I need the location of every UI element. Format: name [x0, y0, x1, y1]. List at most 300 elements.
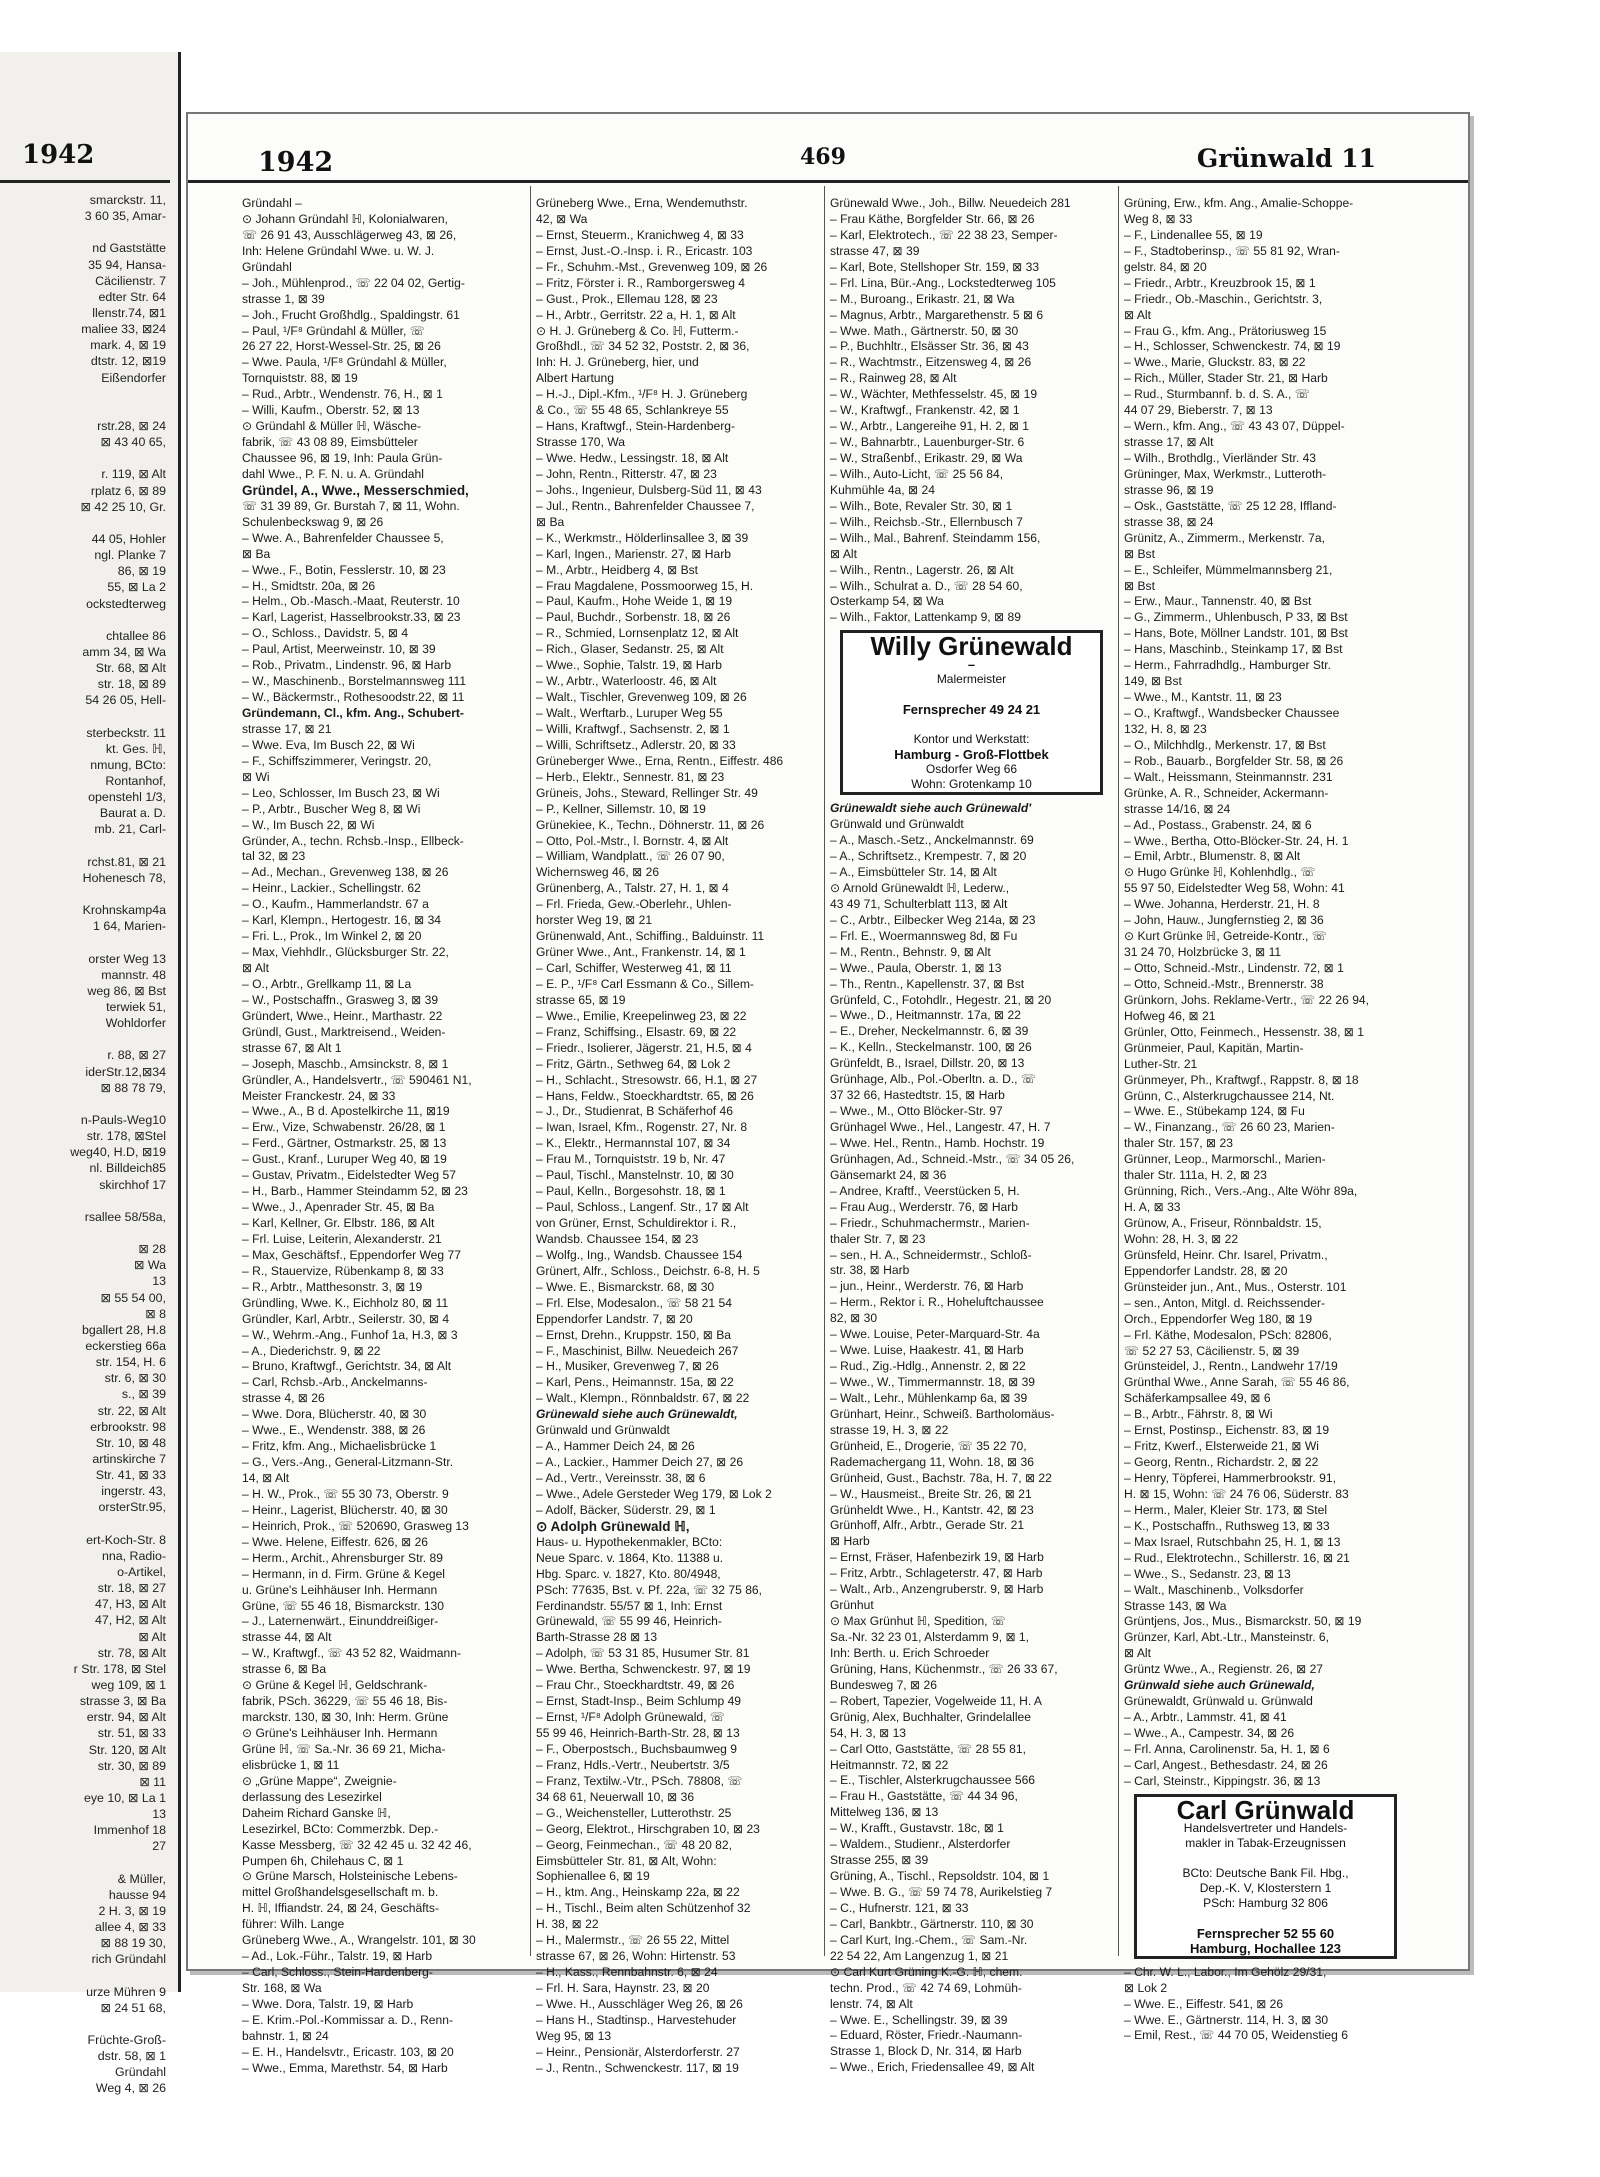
directory-entry-line: – W., Straßenbf., Erikastr. 29, ⊠ Wa: [830, 451, 1023, 465]
previous-page-line: ⊠ 88 78 79,: [100, 1080, 166, 1095]
directory-entry-line: – Willi, Kaufm., Oberstr. 52, ⊠ 13: [242, 403, 420, 418]
directory-entry-line: – A., Arbtr., Lammstr. 41, ⊠ 41: [1124, 1710, 1287, 1725]
directory-entry-line: – G., Vers.-Ang., General-Litzmann-Str.: [242, 1455, 454, 1470]
directory-entry-line: – Frl. Käthe, Modesalon, PSch: 82806,: [1124, 1327, 1332, 1342]
directory-entry-line: Strasse 143, ⊠ Wa: [1124, 1598, 1227, 1613]
directory-entry-line: Grüner Wwe., Ant., Frankenstr. 14, ⊠ 1: [536, 945, 746, 960]
directory-entry-line: Grünner, Leop., Marmorschl., Marien-: [1124, 1152, 1326, 1167]
directory-entry-line: Grünhut: [830, 1598, 874, 1613]
directory-entry-line: strasse 67, ⊠ Alt 1: [242, 1040, 342, 1055]
previous-page-line: Wohldorfer: [105, 1016, 166, 1031]
directory-entry-line: – H., Arbtr., Gerritstr. 22 a, H. 1, ⊠ Alt: [536, 307, 736, 322]
previous-page-line: Baurat a. D.: [99, 806, 166, 821]
advertisement-title: Carl Grünwald: [1176, 1794, 1355, 1825]
directory-entry-line: – R., Stauervize, Rübenkamp 8, ⊠ 33: [242, 1263, 444, 1278]
directory-entry-line: – W., Kraftwgf., ☏ 43 52 82, Waidmann-: [242, 1646, 462, 1661]
directory-entry-line: – Wwe. Dora, Blücherstr. 40, ⊠ 30: [242, 1407, 427, 1422]
directory-entry-line: Gründert, Wwe., Heinr., Marthastr. 22: [242, 1008, 443, 1023]
directory-entry-line: – Herm., Rektor i. R., Hoheluftchaussee: [830, 1295, 1044, 1310]
directory-entry-line: – Wwe. E., Gärtnerstr. 114, H. 3, ⊠ 30: [1124, 2012, 1329, 2027]
previous-page-line: ockstedterweg: [86, 596, 166, 611]
directory-entry-line: – Ad., Mechan., Grevenweg 138, ⊠ 26: [242, 865, 449, 880]
directory-entry-line: – Frau M., Tornquiststr. 19 b, Nr. 47: [536, 1152, 726, 1167]
directory-entry-line: 42, ⊠ Wa: [536, 211, 588, 226]
directory-entry-line: ⊙ H. J. Grüneberg & Co. ℍ, Futterm.-: [536, 323, 739, 338]
directory-entry-line: 34 68 61, Neuerwall 10, ⊠ 36: [536, 1789, 695, 1804]
directory-entry-line: – Frl. Lina, Bür.-Ang., Lockstedterweg 105: [830, 275, 1056, 290]
directory-entry-line: – Carl, Rchsb.-Arb., Anckelmanns-: [242, 1375, 428, 1390]
directory-entry-line: ⊙ Carl Kurt Grüning K.-G. ℍ, chem.: [830, 1964, 1023, 1979]
previous-page-line: 13: [152, 1274, 166, 1289]
directory-entry-line: – H., ktm. Ang., Heinskamp 22a, ⊠ 22: [536, 1885, 740, 1900]
previous-page-line: rstr.28, ⊠ 24: [97, 418, 166, 433]
previous-page-line: [0, 386, 172, 402]
directory-entry-line: Grünheid, Gust., Bachstr. 78a, H. 7, ⊠ 22: [830, 1470, 1052, 1485]
directory-entry-line: strasse 38, ⊠ 24: [1124, 514, 1214, 529]
directory-entry-line: – Ernst, Steuerm., Kranichweg 4, ⊠ 33: [536, 227, 744, 242]
directory-entry-line: ⊠ Alt: [242, 961, 269, 975]
directory-entry-line: mittel Großhandelsgesellschaft m. b.: [242, 1885, 439, 1900]
previous-page-line: str. 18, ⊠ 27: [97, 1581, 166, 1596]
directory-entry-line: – Hans, Maschinb., Steinkamp 17, ⊠ Bst: [1124, 642, 1343, 657]
directory-entry-line: – Wwe., M., Kantstr. 11, ⊠ 23: [1124, 690, 1282, 705]
directory-entry-line: strasse 6, ⊠ Ba: [242, 1662, 327, 1677]
directory-entry-line: – Frl. Luise, Leiterin, Alexanderstr. 21: [242, 1231, 442, 1246]
previous-page-line: r. 88, ⊠ 27: [107, 1048, 166, 1063]
previous-page-line: weg 86, ⊠ Bst: [87, 983, 166, 998]
directory-entry-line: – Frau Chr., Stoeckhardtstr. 49, ⊠ 26: [536, 1678, 735, 1693]
directory-entry-line: – Robert, Tapezier, Vogelweide 11, H. A: [830, 1693, 1042, 1708]
column-2: [536, 196, 819, 2077]
previous-page-line: Str. 41, ⊠ 33: [95, 1468, 166, 1483]
directory-entry-line: – Frau Käthe, Borgfelder Str. 66, ⊠ 26: [830, 211, 1035, 226]
directory-entry-line: marckstr. 130, ⊠ 30, Inh: Herm. Grüne: [242, 1710, 449, 1725]
directory-entry-line: 14, ⊠ Alt: [242, 1471, 290, 1485]
previous-page-line: orsterStr.95,: [98, 1500, 166, 1515]
directory-entry-line: ⊠ Ba: [242, 546, 271, 561]
directory-entry-line: – R., Wachtmstr., Eitzensweg 4, ⊠ 26: [830, 355, 1032, 370]
previous-page-line: o-Artikel,: [117, 1564, 166, 1579]
previous-page-line: artinskirche 7: [92, 1451, 166, 1466]
directory-entry-line: Bundesweg 7, ⊠ 26: [830, 1677, 937, 1692]
previous-page-line: 86, ⊠ 19: [117, 564, 166, 579]
directory-entry-line: – Rich., Müller, Stader Str. 21, ⊠ Harb: [1124, 371, 1328, 386]
directory-entry-line: – Paul, Buchdr., Sorbenstr. 18, ⊠ 26: [536, 610, 731, 625]
previous-page-line: [0, 515, 172, 531]
previous-page-line: eye 10, ⊠ La 1: [83, 1790, 166, 1805]
directory-entry-line: thaler Str. 157, ⊠ 23: [1124, 1136, 1233, 1151]
previous-page-line: [0, 1854, 172, 1870]
directory-entry-line: Grünkorn, Johs. Reklame-Vertr., ☏ 22 26 94,: [1124, 992, 1370, 1007]
directory-entry-line: strasse 96, ⊠ 19: [1124, 482, 1214, 497]
directory-entry-line: – Hans H., Stadtinsp., Harvestehuder: [536, 2012, 737, 2027]
advertisement-line: Handelsvertreter und Handels-: [1183, 1820, 1348, 1835]
directory-entry-line: – Ernst, Fräser, Hafenbezirk 19, ⊠ Harb: [830, 1550, 1044, 1565]
directory-entry-line: – Erw., Vize, Schwabenstr. 26/28, ⊠ 1: [242, 1120, 446, 1135]
directory-entry-line: Hofweg 46, ⊠ 21: [1124, 1008, 1216, 1023]
directory-entry-line: Grünthal Wwe., Anne Sarah, ☏ 55 46 86,: [1124, 1375, 1350, 1390]
previous-page-line: [0, 2016, 172, 2032]
header-rule: [188, 180, 1468, 183]
directory-entry-line: Grünig, Alex, Buchhalter, Grindelallee: [830, 1709, 1032, 1724]
directory-entry-line: – Osk., Gaststätte, ☏ 25 12 28, Iffland-: [1124, 498, 1337, 513]
directory-entry-line: – Carl, Schiffer, Westerweg 41, ⊠ 11: [536, 961, 732, 975]
directory-entry-line: – Walt., Werftarb., Luruper Weg 55: [536, 706, 723, 720]
previous-page-line: ⊠ 43 40 65,: [100, 435, 166, 450]
directory-entry-line: – Carl Kurt, Ing.-Chem., ☏ Sam.-Nr.: [830, 1932, 1028, 1947]
directory-entry-line: – Wwe. Dora, Talstr. 19, ⊠ Harb: [242, 1996, 414, 2011]
previous-page-line: Immenhof 18: [93, 1823, 166, 1838]
previous-page-line: mannstr. 48: [101, 967, 166, 982]
directory-entry-line: – P., Kellner, Sillemstr. 10, ⊠ 19: [536, 801, 706, 816]
directory-entry-line: – Wwe. A., Bahrenfelder Chaussee 5,: [242, 530, 444, 545]
advertisement-line: Malermeister: [936, 672, 1007, 687]
directory-entry-line: – Joh., Mühlenprod., ☏ 22 04 02, Gertig-: [242, 275, 465, 290]
directory-entry-line: Hbg. Sparc. v. 1827, Kto. 80/4948,: [536, 1566, 721, 1581]
directory-entry-line: – H., Musiker, Grevenweg 7, ⊠ 26: [536, 1359, 719, 1374]
directory-entry-line: – William, Wandplatt., ☏ 26 07 90,: [536, 849, 725, 864]
directory-entry-line: – Wilh., Schulrat a. D., ☏ 28 54 60,: [830, 578, 1023, 593]
previous-page-line: str. 51, ⊠ 33: [97, 1726, 166, 1741]
directory-entry-line: – Fritz, Gärtn., Sethweg 64, ⊠ Lok 2: [536, 1056, 731, 1071]
directory-entry-line: – O., Milchhdlg., Merkenstr. 17, ⊠ Bst: [1124, 737, 1326, 752]
directory-entry-line: – Frau Magdalene, Possmoorweg 15, H.: [536, 578, 754, 593]
directory-entry-line: – Wwe., W., Timmermannstr. 18, ⊠ 39: [830, 1375, 1036, 1390]
directory-entry-line: 132, H. 8, ⊠ 23: [1124, 721, 1207, 736]
directory-entry-line: – Eduard, Röster, Friedr.-Naumann-: [830, 2028, 1023, 2043]
directory-entry-line: – W., Postschaffn., Grasweg 3, ⊠ 39: [242, 992, 439, 1007]
advertisement-line: [843, 687, 1100, 702]
directory-entry-line: – Friedr., Arbtr., Kreuzbrook 15, ⊠ 1: [1124, 275, 1316, 290]
directory-entry-line: – Franz, Schiffsing., Elsastr. 69, ⊠ 22: [536, 1024, 737, 1039]
directory-entry-line: – Wwe., Adele Gersteder Weg 179, ⊠ Lok 2: [536, 1486, 772, 1501]
directory-entry-line: – Walt., Heissmann, Steinmannstr. 231: [1124, 769, 1333, 784]
directory-entry-line: Grünewaldt siehe auch Grünewald': [830, 801, 1032, 816]
directory-entry-line: ⊙ Gründahl & Müller ℍ, Wäsche-: [242, 419, 422, 434]
directory-entry-line: – Herm., Archit., Ahrensburger Str. 89: [242, 1550, 443, 1565]
previous-page-line: [0, 1031, 172, 1047]
previous-page-line: smarckstr. 11,: [89, 193, 166, 207]
directory-entry-line: Osterkamp 54, ⊠ Wa: [830, 594, 944, 609]
previous-page-line: 27: [152, 1839, 166, 1854]
directory-entry-line: tal 32, ⊠ 23: [242, 849, 306, 864]
directory-entry-line: Sophienallee 6, ⊠ 19: [536, 1869, 650, 1884]
previous-page-line: 47, H3, ⊠ Alt: [95, 1597, 166, 1612]
directory-entry-line: – W., Im Busch 22, ⊠ Wi: [242, 817, 375, 832]
directory-entry-line: Großhdl., ☏ 34 52 32, Poststr. 2, ⊠ 36,: [536, 339, 750, 354]
directory-entry-line: – Wwe. Luise, Haakestr. 41, ⊠ Harb: [830, 1343, 1024, 1358]
directory-entry-line: Grünow, A., Friseur, Rönnbaldstr. 15,: [1124, 1216, 1322, 1230]
directory-entry-line: Eppendorfer Landstr. 28, ⊠ 20: [1124, 1263, 1288, 1278]
directory-entry-line: – Frl. H. Sara, Haynstr. 23, ⊠ 20: [536, 1981, 710, 1995]
directory-entry-line: – Willi, Schriftsetz., Adlerstr. 20, ⊠ 33: [536, 737, 736, 752]
directory-entry-line: – Wern., kfm. Ang., ☏ 43 43 07, Düppel-: [1124, 419, 1345, 434]
directory-entry-line: Grünekiee, K., Techn., Döhnerstr. 11, ⊠ 26: [536, 817, 765, 832]
directory-entry-line: Grünsteider jun., Ant., Mus., Osterstr. 101: [1124, 1279, 1347, 1294]
directory-entry-line: ⊙ Max Grünhut ℍ, Spedition, ☏: [830, 1614, 1007, 1629]
directory-entry-line: 55 97 50, Eidelstedter Weg 58, Wohn: 41: [1124, 881, 1345, 896]
directory-entry-line: – A., Eimsbütteler Str. 14, ⊠ Alt: [830, 865, 997, 880]
directory-entry-line: – K., Kelln., Steckelmanstr. 100, ⊠ 26: [830, 1040, 1032, 1055]
previous-page-line: ⊠ 88 19 30,: [100, 1936, 166, 1951]
directory-entry-line: – A., Diederichstr. 9, ⊠ 22: [242, 1343, 381, 1358]
directory-entry-line: – H. W., Prok., ☏ 55 30 73, Oberstr. 9: [242, 1486, 449, 1501]
directory-entry-line: – Rud., Arbtr., Wendenstr. 76, H., ⊠ 1: [242, 387, 443, 402]
directory-entry-line: Rademachergang 11, Wohn. 18, ⊠ 36: [830, 1454, 1034, 1469]
previous-page-line: n-Pauls-Weg10: [80, 1113, 166, 1128]
directory-entry-line: – F., Oberpostsch., Buchsbaumweg 9: [536, 1741, 737, 1756]
directory-entry-line: – Carl, Schloss., Stein-Hardenberg-: [242, 1965, 433, 1980]
previous-page-line: ⊠ 11: [139, 1774, 166, 1789]
previous-page-line: rsallee 58/58a,: [84, 1209, 166, 1224]
directory-entry-line: Grünning, Rich., Vers.-Ang., Alte Wöhr 89a,: [1124, 1184, 1358, 1199]
directory-entry-line: Grüntjens, Jos., Mus., Bismarckstr. 50, ⊠ 19: [1124, 1614, 1362, 1629]
previous-page-line: str. 30, ⊠ 89: [97, 1758, 166, 1773]
previous-page-line: 44 05, Hohler: [91, 531, 166, 546]
directory-entry-line: – F., Maschinist, Billw. Neuedeich 267: [536, 1343, 739, 1358]
directory-entry-line: – Friedr., Isolierer, Jägerstr. 21, H.5, ⊠ 4: [536, 1040, 752, 1055]
directory-entry-line: – Wwe. H., Ausschläger Weg 26, ⊠ 26: [536, 1996, 743, 2011]
directory-entry-line: fabrik, ☏ 43 08 89, Eimsbütteler: [242, 435, 418, 450]
directory-entry-line: 55 99 46, Heinrich-Barth-Str. 28, ⊠ 13: [536, 1726, 740, 1740]
directory-entry-line: – Johs., Ingenieur, Dulsberg-Süd 11, ⊠ 43: [536, 482, 762, 497]
directory-entry-line: – Paul, Tischl., Manstelnstr. 10, ⊠ 30: [536, 1168, 734, 1183]
directory-entry-line: – Wwe. Bertha, Schwenckestr. 97, ⊠ 19: [536, 1662, 751, 1677]
directory-entry-line: – Chr. W. L., Labor., Im Gehölz 29/31,: [1124, 1964, 1327, 1979]
directory-entry-line: – Herb., Elektr., Sennestr. 81, ⊠ 23: [536, 769, 725, 784]
directory-entry-line: – Emil, Rest., ☏ 44 70 05, Weidenstieg 6: [1124, 2028, 1348, 2043]
directory-entry-line: – J., Laternenwärt., Einunddreißiger-: [242, 1614, 439, 1629]
directory-entry-line: Grüneberg Wwe., A., Wrangelstr. 101, ⊠ 30: [242, 1933, 476, 1948]
directory-entry-line: – Andree, Kraftf., Veerstücken 5, H.: [830, 1183, 1020, 1198]
directory-entry-line: 43 49 71, Schulterblatt 113, ⊠ Alt: [830, 896, 1008, 911]
directory-entry-line: Grünhart, Heinr., Schweiß. Bartholomäus-: [830, 1406, 1055, 1421]
previous-page-line: nl. Billdeich85: [89, 1161, 166, 1176]
directory-entry-line: – sen., Anton, Mitgl. d. Reichssender-: [1124, 1295, 1325, 1310]
previous-page-line: ⊠ Alt: [138, 1629, 166, 1644]
directory-entry-line: – Georg, Elektrot., Hirschgraben 10, ⊠ 23: [536, 1821, 760, 1836]
previous-page-line: rchst.81, ⊠ 21: [87, 854, 166, 869]
directory-entry-line: Gründel, A., Wwe., Messerschmied,: [242, 482, 469, 498]
previous-page-line: weg 109, ⊠ 1: [91, 1677, 166, 1692]
directory-entry-line: – Wilh., Auto-Licht, ☏ 25 56 84,: [830, 466, 1004, 481]
directory-entry-line: – E., Dreher, Neckelmannstr. 6, ⊠ 39: [830, 1024, 1029, 1039]
directory-entry-line: – Karl, Ingen., Marienstr. 27, ⊠ Harb: [536, 546, 731, 561]
previous-page-line: [0, 450, 172, 466]
previous-page-line: ⊠ 8: [145, 1306, 166, 1321]
directory-entry-line: Grüning, A., Tischl., Repsoldstr. 104, ⊠ 1: [830, 1869, 1050, 1884]
directory-entry-line: Gründahl: [242, 259, 292, 274]
directory-entry-line: – H., Schlacht., Stresowstr. 66, H.1, ⊠ 27: [536, 1072, 758, 1087]
directory-entry-line: ⊠ Bst: [1124, 578, 1155, 593]
directory-entry-line: – Willi, Kraftwgf., Sachsenstr. 2, ⊠ 1: [536, 721, 730, 736]
directory-entry-line: – Wilh., Reichsb.-Str., Ellernbusch 7: [830, 514, 1023, 529]
directory-entry-line: – Paul, Schloss., Langenf. Str., 17 ⊠ Alt: [536, 1200, 749, 1215]
directory-entry-line: von Grüner, Ernst, Schuldirektor i. R.,: [536, 1216, 737, 1230]
previous-page-line: Weg 4, ⊠ 26: [95, 2081, 166, 2096]
directory-entry-line: – Franz, Textilw.-Vtr., PSch. 78808, ☏: [536, 1773, 743, 1788]
directory-entry-line: Inh: Berth. u. Erich Schroeder: [830, 1645, 990, 1660]
directory-entry-line: – B., Arbtr., Fährstr. 8, ⊠ Wi: [1124, 1407, 1273, 1422]
directory-entry-line: Grünewald siehe auch Grünewaldt,: [536, 1407, 738, 1422]
directory-entry-line: Grünsfeld, Heinr. Chr. Isarel, Privatm.,: [1124, 1247, 1328, 1262]
previous-page-line: [0, 934, 172, 950]
directory-entry-line: ⊙ Grüne's Leihhäuser Inh. Hermann: [242, 1726, 438, 1740]
directory-entry-line: – jun., Heinr., Werderstr. 76, ⊠ Harb: [830, 1279, 1024, 1294]
directory-entry-line: 37 32 66, Hastedtstr. 15, ⊠ Harb: [830, 1088, 1005, 1103]
previous-page-line: dstr. 58, ⊠ 1: [97, 2049, 166, 2064]
previous-page-line: 2 H. 3, ⊠ 19: [98, 1903, 166, 1918]
directory-entry-line: – Helm., Ob.-Masch.-Maat, Reuterstr. 10: [242, 594, 460, 609]
directory-entry-line: Grünmeier, Paul, Kapitän, Martin-: [1124, 1040, 1304, 1055]
directory-entry-line: – Heinr., Pensionär, Alsterdorferstr. 27: [536, 2044, 740, 2059]
directory-entry-line: – Wwe. Eva, Im Busch 22, ⊠ Wi: [242, 737, 415, 752]
directory-entry-line: – Rich., Glaser, Sedanstr. 25, ⊠ Alt: [536, 642, 724, 657]
directory-entry-line: Grünhoff, Alfr., Arbtr., Gerade Str. 21: [830, 1518, 1025, 1533]
directory-entry-line: – K., Postschaffn., Ruthsweg 13, ⊠ 33: [1124, 1518, 1330, 1533]
directory-entry-line: – E., Schleifer, Mümmelmannsberg 21,: [1124, 562, 1333, 577]
directory-entry-line: Ferdinandstr. 55/57 ⊠ 1, Inh: Ernst: [536, 1598, 723, 1613]
directory-entry-line: – Hermann, in d. Firm. Grüne & Kegel: [242, 1566, 445, 1581]
directory-entry-line: – Wwe., S., Sedanstr. 23, ⊠ 13: [1124, 1566, 1291, 1581]
directory-entry-line: Grünitz, A., Zimmerm., Merkenstr. 7a,: [1124, 530, 1325, 545]
directory-entry-line: – O., Kaufm., Hammerlandstr. 67 a: [242, 897, 429, 912]
directory-entry-line: Grünewald, ☏ 55 99 46, Heinrich-: [536, 1614, 722, 1629]
directory-entry-line: ⊠ Harb: [830, 1534, 870, 1549]
directory-entry-line: – G., Weichensteller, Lutterothstr. 25: [536, 1805, 732, 1820]
directory-entry-line: – Wwe., Marie, Gluckstr. 83, ⊠ 22: [1124, 355, 1306, 370]
directory-entry-line: – H., Barb., Hammer Steindamm 52, ⊠ 23: [242, 1184, 468, 1199]
directory-entry-line: 22 54 22, Am Langenzug 1, ⊠ 21: [830, 1948, 1009, 1963]
directory-page: [186, 112, 1470, 2075]
directory-entry-line: Grünke, A. R., Schneider, Ackermann-: [1124, 785, 1329, 800]
previous-page-line: ⊠ 24 51 68,: [100, 2000, 166, 2015]
directory-entry-line: Grüne ℍ, ☏ Sa.-Nr. 36 69 21, Micha-: [242, 1741, 446, 1756]
directory-entry-line: – John, Hauw., Jungfernstieg 2, ⊠ 36: [1124, 913, 1324, 928]
directory-entry-line: Gründemann, Cl., kfm. Ang., Schubert-: [242, 706, 464, 720]
advertisement-line: Osdorfer Weg 66: [925, 762, 1018, 777]
previous-page-line: kt. Ges. ℍ,: [105, 741, 166, 756]
directory-entry-line: – Karl, Kellner, Gr. Elbstr. 186, ⊠ Alt: [242, 1216, 435, 1230]
previous-page-line: ngl. Planke 7: [94, 548, 166, 563]
directory-entry-line: – O., Schloss., Davidstr. 5, ⊠ 4: [242, 626, 409, 641]
directory-entry-line: strasse 14/16, ⊠ 24: [1124, 801, 1231, 816]
directory-entry-line: Grünfeld, C., Fotohdlr., Hegestr. 21, ⊠ 20: [830, 992, 1052, 1007]
directory-entry-line: – Adolf, Bäcker, Süderstr. 29, ⊠ 1: [536, 1502, 716, 1517]
previous-page-line: amm 34, ⊠ Wa: [82, 644, 166, 659]
directory-entry-line: – W., Arbtr., Langereihe 91, H. 2, ⊠ 1: [830, 419, 1030, 434]
directory-entry-line: – W., Wächter, Methfesselstr. 45, ⊠ 19: [830, 387, 1038, 402]
directory-entry-line: Grünheldt Wwe., H., Kantstr. 42, ⊠ 23: [830, 1502, 1034, 1517]
directory-entry-line: – E., Tischler, Alsterkrugchaussee 566: [830, 1773, 1036, 1788]
previous-page-line: Str. 68, ⊠ Alt: [95, 661, 166, 676]
directory-entry-line: – K., Werkmstr., Hölderlinsallee 3, ⊠ 39: [536, 530, 749, 545]
directory-entry-line: strasse 47, ⊠ 39: [830, 243, 920, 258]
directory-entry-line: – Wilh., Bote, Revaler Str. 30, ⊠ 1: [830, 498, 1013, 513]
directory-entry-line: Grünfeldt, B., Israel, Dillstr. 20, ⊠ 13: [830, 1056, 1025, 1071]
directory-entry-line: – W., Krafft., Gustavstr. 18c, ⊠ 1: [830, 1821, 1004, 1836]
directory-entry-line: Schulenbeckswag 9, ⊠ 26: [242, 514, 384, 529]
directory-entry-line: – R., Schmied, Lornsenplatz 12, ⊠ Alt: [536, 626, 739, 641]
advertisement-line: Fernsprecher 49 24 21: [902, 702, 1041, 718]
directory-entry-line: Grünzer, Karl, Abt.-Ltr., Mansteinstr. 6,: [1124, 1630, 1330, 1645]
previous-page-line: 47, H2, ⊠ Alt: [95, 1613, 166, 1628]
directory-entry-line: – Wwe., Sophie, Talstr. 19, ⊠ Harb: [536, 658, 723, 673]
previous-page-line: str. 178, ⊠Stel: [86, 1129, 166, 1144]
directory-entry-line: Schäferkampsallee 49, ⊠ 6: [1124, 1391, 1271, 1406]
directory-entry-line: Mittelweg 136, ⊠ 13: [830, 1805, 939, 1820]
directory-entry-line: – C., Arbtr., Eilbecker Weg 214a, ⊠ 23: [830, 912, 1036, 927]
directory-entry-line: – Franz, Hdls.-Vertr., Neubertstr. 3/5: [536, 1757, 730, 1772]
page-number: 469: [800, 144, 846, 170]
directory-entry-line: Lesezirkel, BCto: Commerzbk. Dep.-: [242, 1821, 439, 1836]
directory-entry-line: – Rob., Bauarb., Borgfelder Str. 58, ⊠ 26: [1124, 753, 1344, 768]
advertisement-title: Willy Grünewald: [870, 631, 1073, 662]
directory-entry-line: – Hans, Kraftwgf., Stein-Hardenberg-: [536, 419, 735, 434]
previous-page-line: 1 64, Marien-: [92, 919, 166, 934]
directory-entry-line: – Leo, Schlosser, Im Busch 23, ⊠ Wi: [242, 785, 440, 800]
previous-page-line: weg40, H.D, ⊠19: [70, 1145, 166, 1160]
previous-page-line: Krohnskamp4a: [82, 903, 166, 918]
directory-entry-line: Luther-Str. 21: [1124, 1056, 1198, 1071]
directory-entry-line: ⊠ Alt: [1124, 1646, 1151, 1661]
directory-entry-line: Wohn: 28, H. 3, ⊠ 22: [1124, 1231, 1239, 1246]
directory-entry-line: Grüntz Wwe., A., Regienstr. 26, ⊠ 27: [1124, 1662, 1324, 1677]
directory-entry-line: – Wwe. Johanna, Herderstr. 21, H. 8: [1124, 897, 1320, 912]
previous-page-line: & Müller,: [117, 1871, 166, 1886]
directory-entry-line: ⊠ Lok 2: [1124, 1980, 1168, 1995]
directory-entry-line: u. Grüne's Leihhäuser Inh. Hermann: [242, 1582, 438, 1597]
directory-entry-line: strasse 65, ⊠ 19: [536, 992, 626, 1007]
column-divider: [530, 186, 531, 1956]
directory-entry-line: Daheim Richard Ganske ℍ,: [242, 1805, 391, 1820]
directory-entry-line: – Walt., Arb., Anzengruberstr. 9, ⊠ Harb: [830, 1582, 1044, 1597]
directory-entry-line: – Walt., Maschinenb., Volksdorfer: [1124, 1582, 1304, 1597]
directory-entry-line: 82, ⊠ 30: [830, 1311, 878, 1326]
directory-entry-line: – Joseph, Maschb., Amsinckstr. 8, ⊠ 1: [242, 1056, 449, 1071]
directory-entry-line: Str. 168, ⊠ Wa: [242, 1981, 322, 1995]
directory-entry-line: thaler Str. 111a, H. 2, ⊠ 23: [1124, 1168, 1267, 1183]
previous-page-line: ⊠ 42 25 10, Gr.: [80, 499, 166, 514]
directory-entry-line: – Frau Aug., Werderstr. 76, ⊠ Harb: [830, 1199, 1019, 1214]
directory-entry-line: – sen., H. A., Schneidermstr., Schloß-: [830, 1247, 1032, 1262]
directory-entry-line: – Hans, Feldw., Stoeckhardtstr. 65, ⊠ 26: [536, 1088, 754, 1103]
directory-entry-line: 149, ⊠ Bst: [1124, 674, 1182, 689]
previous-page-line: nna, Radio-: [101, 1548, 166, 1563]
directory-entry-line: – Karl, Bote, Stellshoper Str. 159, ⊠ 33: [830, 259, 1040, 274]
directory-entry-line: Gründahl –: [242, 196, 302, 210]
directory-entry-line: ⊙ Kurt Grünke ℍ, Getreide-Kontr., ☏: [1124, 929, 1327, 944]
directory-entry-line: – R., Rainweg 28, ⊠ Alt: [830, 371, 957, 386]
previous-page-line: [0, 1225, 172, 1241]
directory-entry-line: 31 24 70, Holzbrücke 3, ⊠ 11: [1124, 945, 1282, 960]
directory-entry-line: strasse 17, ⊠ Alt: [1124, 435, 1214, 450]
previous-page-line: [0, 1516, 172, 1532]
directory-entry-line: Grünwald siehe auch Grünewald,: [1124, 1678, 1315, 1693]
previous-page-line: openstehl 1/3,: [88, 790, 166, 805]
directory-entry-line: – J., Dr., Studienrat, B Schäferhof 46: [536, 1104, 733, 1119]
previous-page-line: 54 26 05, Hell-: [85, 693, 166, 708]
previous-page-line: [0, 1193, 172, 1209]
column-1: [242, 196, 525, 2077]
directory-entry-line: ⊙ Arnold Grünewaldt ℍ, Lederw.,: [830, 880, 1010, 895]
directory-entry-line: – Wwe., D., Heitmannstr. 17a, ⊠ 22: [830, 1008, 1021, 1023]
directory-entry-line: 44 07 29, Bieberstr. 7, ⊠ 13: [1124, 403, 1273, 418]
directory-entry-line: – Max, Geschäftsf., Eppendorfer Weg 77: [242, 1247, 461, 1262]
previous-page-line: Str. 10, ⊠ 48: [95, 1435, 166, 1450]
directory-entry-line: – Wwe., Erich, Friedensallee 49, ⊠ Alt: [830, 2060, 1035, 2075]
advertisement-line: [843, 717, 1100, 732]
